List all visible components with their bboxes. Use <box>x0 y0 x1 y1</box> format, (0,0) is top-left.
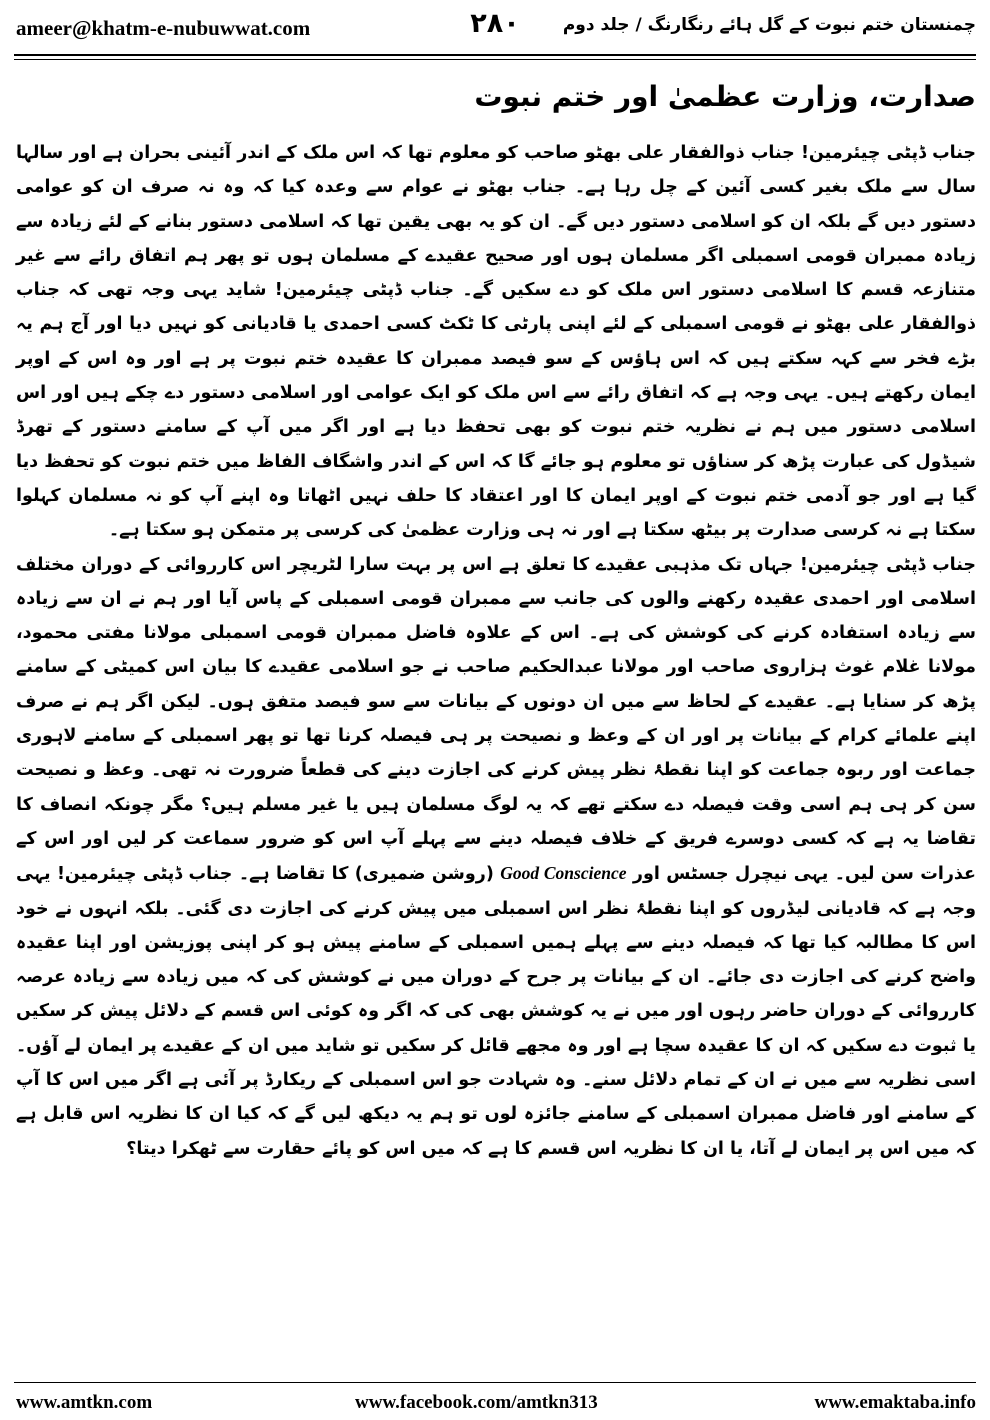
page-header <box>0 0 990 66</box>
footer-link-amtkn[interactable]: www.amtkn.com <box>16 1392 153 1413</box>
footer-link-emaktaba[interactable]: www.emaktaba.info <box>814 1392 976 1413</box>
header-email: ameer@khatm-e-nubuwwat.com <box>16 16 311 40</box>
paragraph-2 <box>16 548 976 1166</box>
header-rule-thick <box>14 54 976 56</box>
paragraph-2-text: جناب ڈپٹی چیئرمین! جہاں تک مذہبی عقیدے کا تعلق ہے اس پر بہت سارا لٹریچر اس کارروائی کے دوران مختلف اسلامی اور احمدی عقیدہ رکھنے والوں کی جانب سے ممبران قومی اسمبلی کے پاس آیا اور ہم نے ان سے زیادہ سے زیادہ استفادہ کرنے کی کوشش کی ہے۔ اس کے علاوہ فاضل ممبران قومی اسمبلی مولانا مفتی محمود، مولانا غلام غوث ہزاروی صاحب اور مولانا عبدالحکیم صاحب نے جو اسلامی عقیدے کا بیان اس کمیٹی کے سامنے پڑھ کر سنایا ہے۔ عقیدے کے لحاظ سے میں ان دونوں کے بیانات سے سو فیصد متفق ہوں۔ لیکن اگر ہم نے صرف اپنے علمائے کرام کے بیانات پر اور ان کے وعظ و نصیحت پر ہی فیصلہ کرنا تھا تو پھر اسمبلی کے سامنے لاہوری جماعت اور ربوہ جماعت کو اپنا نقطۂ نظر پیش کرنے کی اجازت دینے کی قطعاً ضرورت نہ تھی۔ وعظ و نصیحت سن کر ہی ہم اسی وقت فیصلہ دے سکتے تھے کہ یہ لوگ مسلمان ہیں یا غیر مسلم ہیں؟ مگر چونکہ انصاف کا تقاضا یہ ہے کہ کسی دوسرے فریق کے خلاف فیصلہ دینے سے پہلے آپ اس کو ضرور سماعت کر لیں اور اس کے عذرات سن لیں۔ یہی نیچرل جسٹس اور <box>16 554 976 885</box>
footer-link-facebook[interactable]: www.facebook.com/amtkn313 <box>355 1392 598 1413</box>
page-number: ۲۸۰ <box>470 8 520 39</box>
book-title: چمنستان ختم نبوت کے گل ہائے رنگارنگ / جلد دوم <box>562 15 976 35</box>
paragraph-2-continued: (روشن ضمیری) کا تقاضا ہے۔ جناب ڈپٹی چیئرمین! یہی وجہ ہے کہ قادیانی لیڈروں کو اپنا نقطۂ نظر اس اسمبلی میں پیش کرنے کی اجازت دی گئی۔ بلکہ انہوں نے خود اس کا مطالبہ کیا تھا کہ فیصلہ دینے سے پہلے ہمیں اسمبلی کے سامنے پیش ہو کر اپنی پوزیشن اور اپنا عقیدہ واضح کرنے کی اجازت دی جائے۔ ان کے بیانات پر جرح کے دوران میں نے کوشش کی کہ میں زیادہ سے زیادہ عرصہ کارروائی کے دوران حاضر رہوں اور میں نے یہ کوشش بھی کی کہ اگر وہ کوئی اس قسم کے دلائل پیش کر سکیں یا ثبوت دے سکیں کہ ان کا عقیدہ سچا ہے اور وہ مجھے قائل کر سکیں تو شاید میں ان کے عقیدے پر ایمان لے آؤں۔ اسی نظریہ سے میں نے ان کے تمام دلائل سنے۔ وہ شہادت جو اس اسمبلی کے ریکارڈ پر آئی ہے اگر میں اس کا آپ کے سامنے اور فاضل ممبران اسمبلی کے سامنے جائزہ لوں تو ہم یہ دیکھ لیں گے کہ کیا ان کا نظریہ اس قابل ہے کہ میں اس پر ایمان لے آتا، یا ان کا نظریہ اس قسم کا ہے کہ میں اس کو پائے حقارت سے ٹھکرا دیتا؟ <box>16 864 976 1159</box>
footer-rule <box>14 1382 976 1383</box>
english-phrase: Good Conscience <box>500 863 627 884</box>
paragraph-1: جناب ڈپٹی چیئرمین! جناب ذوالفقار علی بھٹو صاحب کو معلوم تھا کہ اس ملک کے اندر آئینی بحران ہے اور سالہا سال سے ملک بغیر کسی آئین کے چل رہا ہے۔ جناب بھٹو نے عوام سے وعدہ کیا کہ وہ نہ صرف ان کو عوامی دستور دیں گے بلکہ ان کو اسلامی دستور دیں گے۔ ان کو یہ بھی یقین تھا کہ اسلامی دستور بنانے کے لئے زیادہ سے زیادہ ممبران قومی اسمبلی اگر مسلمان ہوں اور صحیح عقیدے کے مسلمان ہوں تو پھر ہم اتفاق رائے سے غیر متنازعہ قسم کا اسلامی دستور اس ملک کو دے سکیں گے۔ جناب ڈپٹی چیئرمین! شاید یہی وجہ تھی کہ جناب ذوالفقار علی بھٹو نے قومی اسمبلی کے لئے اپنی پارٹی کا ٹکٹ کسی احمدی یا قادیانی کو نہیں دیا اور آج ہم یہ بڑے فخر سے کہہ سکتے ہیں کہ اس ہاؤس کے سو فیصد ممبران کا عقیدہ ختم نبوت پر ہے اور وہ اس کے اوپر ایمان رکھتے ہیں۔ یہی وجہ ہے کہ اتفاق رائے سے اس ملک کو ایک عوامی اور اسلامی دستور دے چکے ہیں اور اس اسلامی دستور میں ہم نے نظریہ ختم نبوت کو بھی تحفظ دیا ہے اور اگر میں آپ کے سامنے دستور کے تھرڈ شیڈول کی عبارت پڑھ کر سناؤں تو معلوم ہو جائے گا کہ اس کے اندر واشگاف الفاظ میں ختم نبوت کو تحفظ دیا گیا ہے اور جو آدمی ختم نبوت کے اوپر ایمان کا اور اعتقاد کا حلف نہیں اٹھاتا وہ اپنے آپ کو نہ مسلمان کہلوا سکتا ہے نہ کرسی صدارت پر بیٹھ سکتا ہے اور نہ ہی وزارت عظمیٰ کی کرسی پر متمکن ہو سکتا ہے۔ <box>16 143 976 541</box>
page-footer <box>0 1380 990 1420</box>
section-title: صدارت، وزارت عظمیٰ اور ختم نبوت <box>474 80 976 113</box>
body-text <box>16 136 976 1166</box>
header-rule-thin <box>14 59 976 60</box>
